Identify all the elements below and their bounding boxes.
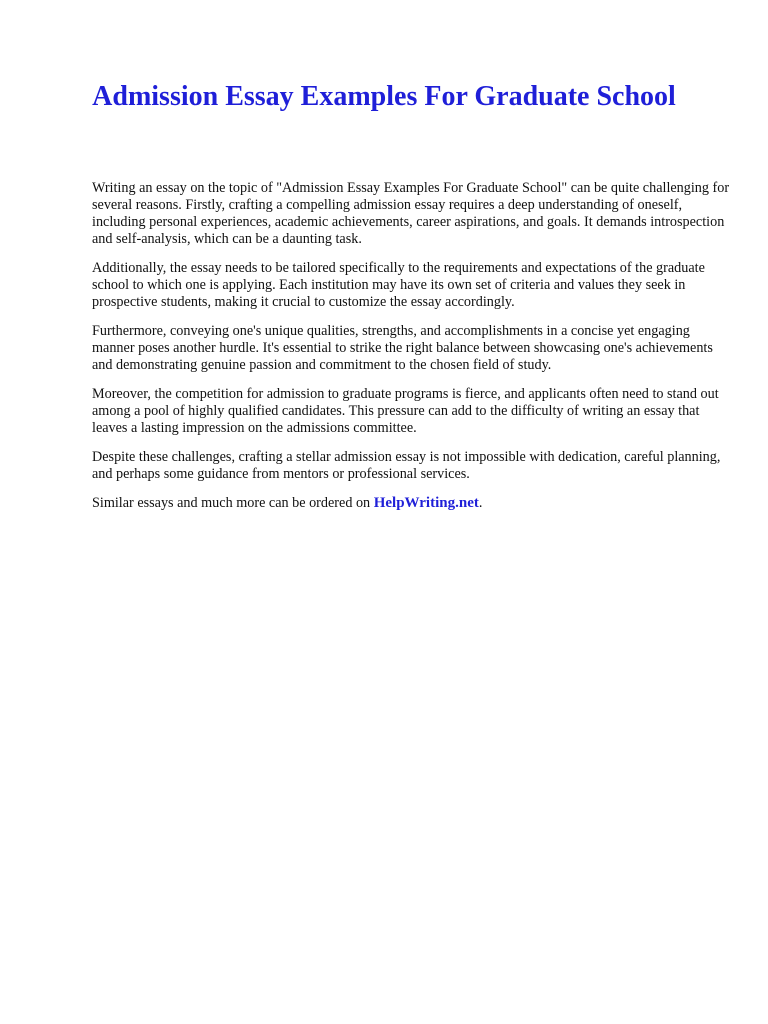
footer-suffix: . [478,495,483,511]
document-body [92,180,732,524]
paragraph-4: Moreover, the competition for admission to graduate programs is fierce, and applicants often need to stand out among a pool of highly qualified candidates. This pressure can add to the difficulty of writing an essay that leaves a lasting impression on the admissions committee. [92,386,719,436]
paragraph-2: Additionally, the essay needs to be tailored specifically to the requirements and expectations of the graduate school to which one is applying. Each institution may have its own set of criteria and values they seek in prospective students, making it crucial to customize the essay accordingly. [92,260,705,310]
helpwriting-link[interactable]: HelpWriting.net [373,495,479,511]
paragraph-5: Despite these challenges, crafting a stellar admission essay is not impossible with dedication, careful planning, and perhaps some guidance from mentors or professional services. [92,449,721,482]
footer-text: Similar essays and much more can be ordered on [92,495,371,511]
paragraph-3: Furthermore, conveying one's unique qualities, strengths, and accomplishments in a concise yet engaging manner poses another hurdle. It's essential to strike the right balance between showcasing one's achievements and demonstrating genuine passion and commitment to the chosen field of study. [92,323,713,373]
document-title: Admission Essay Examples For Graduate School [92,81,676,112]
footer-paragraph [92,495,732,512]
paragraph-1: Writing an essay on the topic of "Admission Essay Examples For Graduate School" can be quite challenging for several reasons. Firstly, crafting a compelling admission essay requires a deep understanding of oneself, including personal experiences, academic achievements, career aspirations, and goals. It demands introspection and self-analysis, which can be a daunting task. [92,180,730,247]
